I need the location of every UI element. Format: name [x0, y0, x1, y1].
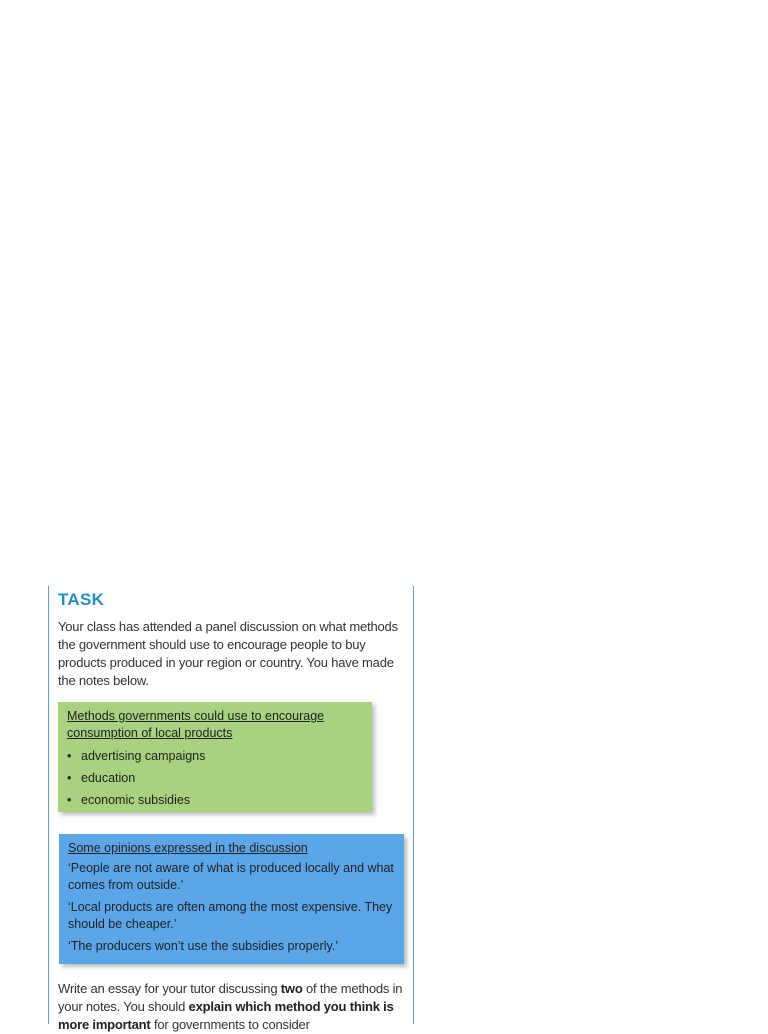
list-item: • education [67, 767, 372, 789]
task-heading: TASK [58, 590, 105, 609]
notes-title: Methods governments could use to encourage consumption of local products [67, 709, 325, 740]
notes-list [67, 745, 372, 811]
list-item: • advertising campaigns [67, 745, 372, 767]
opinions-box [59, 834, 404, 964]
task-instructions: Write an essay for your tutor discussing two of the methods in your notes. You should explain which method you think is more important for governments to consider [58, 981, 403, 1032]
bullet-icon: • [67, 793, 72, 807]
notes-box [58, 702, 372, 812]
opinion-quote: ‘Local products are often among the most expensive. They should be cheaper.’ [68, 900, 393, 931]
task-panel [48, 586, 414, 1032]
bullet-icon: • [67, 771, 72, 785]
list-item: • economic subsidies [67, 789, 372, 811]
opinions-title: Some opinions expressed in the discussion [68, 841, 308, 855]
opinion-quote: ‘People are not aware of what is produced locally and what comes from outside.’ [68, 861, 394, 892]
task-intro: Your class has attended a panel discussion on what methods the government should use to encourage people to buy products produced in your region or country. You have made the notes below. [58, 619, 398, 688]
opinion-quote: ‘The producers won’t use the subsidies properly.’ [68, 939, 339, 953]
bullet-icon: • [67, 749, 72, 763]
